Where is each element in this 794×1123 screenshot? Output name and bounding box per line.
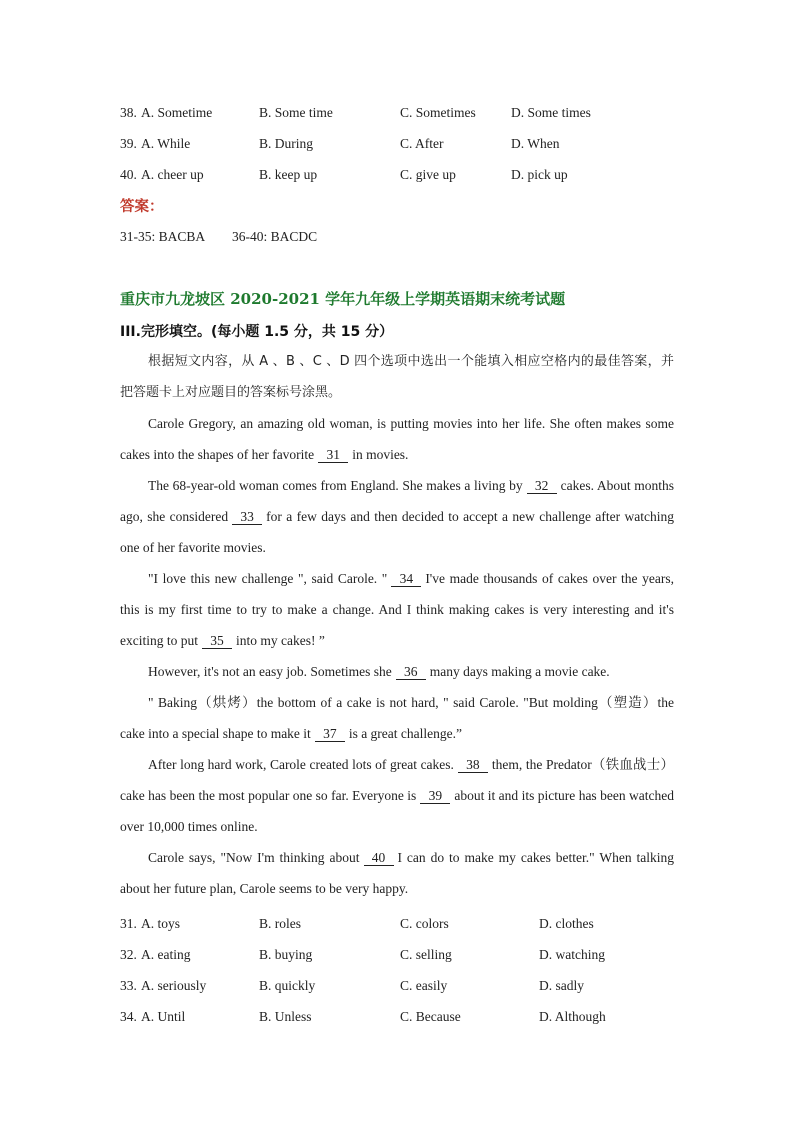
option-c: C. Because [400, 1009, 461, 1024]
blank-37: 37 [315, 726, 345, 742]
option-b: B. roles [259, 916, 301, 931]
option-b: B. quickly [259, 978, 316, 993]
passage-paragraph-4: However, it's not an easy job. Sometimes she 36 many days making a movie cake. [148, 664, 610, 679]
blank-32: 32 [527, 478, 557, 494]
answer-key-31-35: 31-35: BACBA [120, 229, 206, 244]
blank-31: 31 [318, 447, 348, 463]
blank-35: 35 [202, 633, 232, 649]
question-number: 40. [120, 167, 137, 182]
option-c: C. colors [400, 916, 449, 931]
option-b: B. buying [259, 947, 313, 962]
option-a: A. eating [141, 947, 191, 962]
option-a: A. While [141, 136, 191, 151]
option-c: C. Sometimes [400, 105, 476, 120]
question-number: 33. [120, 978, 137, 993]
option-c: C. easily [400, 978, 448, 993]
option-b: B. keep up [259, 167, 318, 182]
blank-34: 34 [391, 571, 421, 587]
passage-paragraph-1: Carole Gregory, an amazing old woman, is putting movies into her life. She often makes some cakes into the shapes of her favorite 31 in movies. [120, 416, 674, 462]
passage-paragraph-5: " Baking（烘烤）the bottom of a cake is not hard, " said Carole. "But molding（塑造）the cake into a special shape to make it 37 is a great challenge.” [120, 695, 674, 741]
question-number: 39. [120, 136, 137, 151]
passage-paragraph-6: After long hard work, Carole created lots of great cakes. 38 them, the Predator（铁血战士）cake has been the most popular one so far. Everyone is 39 about it and its picture has been watched over 10,000 times online. [120, 757, 675, 834]
question-number: 38. [120, 105, 137, 120]
option-a: A. cheer up [141, 167, 204, 182]
option-d: D. watching [539, 947, 605, 962]
option-b: B. During [259, 136, 313, 151]
section-subtitle: III.完形填空。(每小题 1.5 分，共 15 分） [120, 324, 394, 340]
option-d: D. Some times [511, 105, 591, 120]
option-d: D. sadly [539, 978, 584, 993]
option-a: A. Until [141, 1009, 186, 1024]
passage-paragraph-2: The 68-year-old woman comes from England. She makes a living by 32 cakes. About months ago, she considered 33 for a few days and then decided to accept a new challenge after watching one of her favorite movies. [120, 478, 674, 555]
option-b: B. Some time [259, 105, 333, 120]
blank-38: 38 [458, 757, 488, 773]
option-d: D. pick up [511, 167, 568, 182]
blank-33: 33 [232, 509, 262, 525]
option-c: C. give up [400, 167, 456, 182]
question-number: 32. [120, 947, 137, 962]
option-a: A. toys [141, 916, 181, 931]
blank-40: 40 [364, 850, 394, 866]
answer-key-36-40: 36-40: BACDC [232, 229, 318, 244]
cloze-passage [120, 346, 674, 904]
question-number: 34. [120, 1009, 137, 1024]
blank-36: 36 [396, 664, 426, 680]
option-a: A. seriously [141, 978, 207, 993]
option-d: D. When [511, 136, 560, 151]
passage-paragraph-3: "I love this new challenge ", said Carole. " 34 I've made thousands of cakes over the years, this is my first time to try to make a change. And I think making cakes is very interesting and it's exciting to put 35 into my cakes! ” [120, 571, 675, 648]
instruction-paragraph: 根据短文内容，从 A 、B 、C 、D 四个选项中选出一个能填入相应空格内的最佳答案，并 把答题卡上对应题目的答案标号涂黑。 [120, 354, 674, 400]
passage-paragraph-7: Carole says, "Now I'm thinking about 40 I can do to make my cakes better." When talking about her future plan, Carole seems to be very happy. [120, 850, 674, 896]
question-number: 31. [120, 916, 137, 931]
option-b: B. Unless [259, 1009, 312, 1024]
option-a: A. Sometime [141, 105, 213, 120]
option-c: C. After [400, 136, 444, 151]
section-title: 重庆市九龙坡区 2020-2021 学年九年级上学期英语期末统考试题 [120, 290, 566, 308]
option-d: D. Although [539, 1009, 606, 1024]
blank-39: 39 [420, 788, 450, 804]
answer-label: 答案： [120, 199, 164, 215]
option-c: C. selling [400, 947, 452, 962]
option-d: D. clothes [539, 916, 594, 931]
